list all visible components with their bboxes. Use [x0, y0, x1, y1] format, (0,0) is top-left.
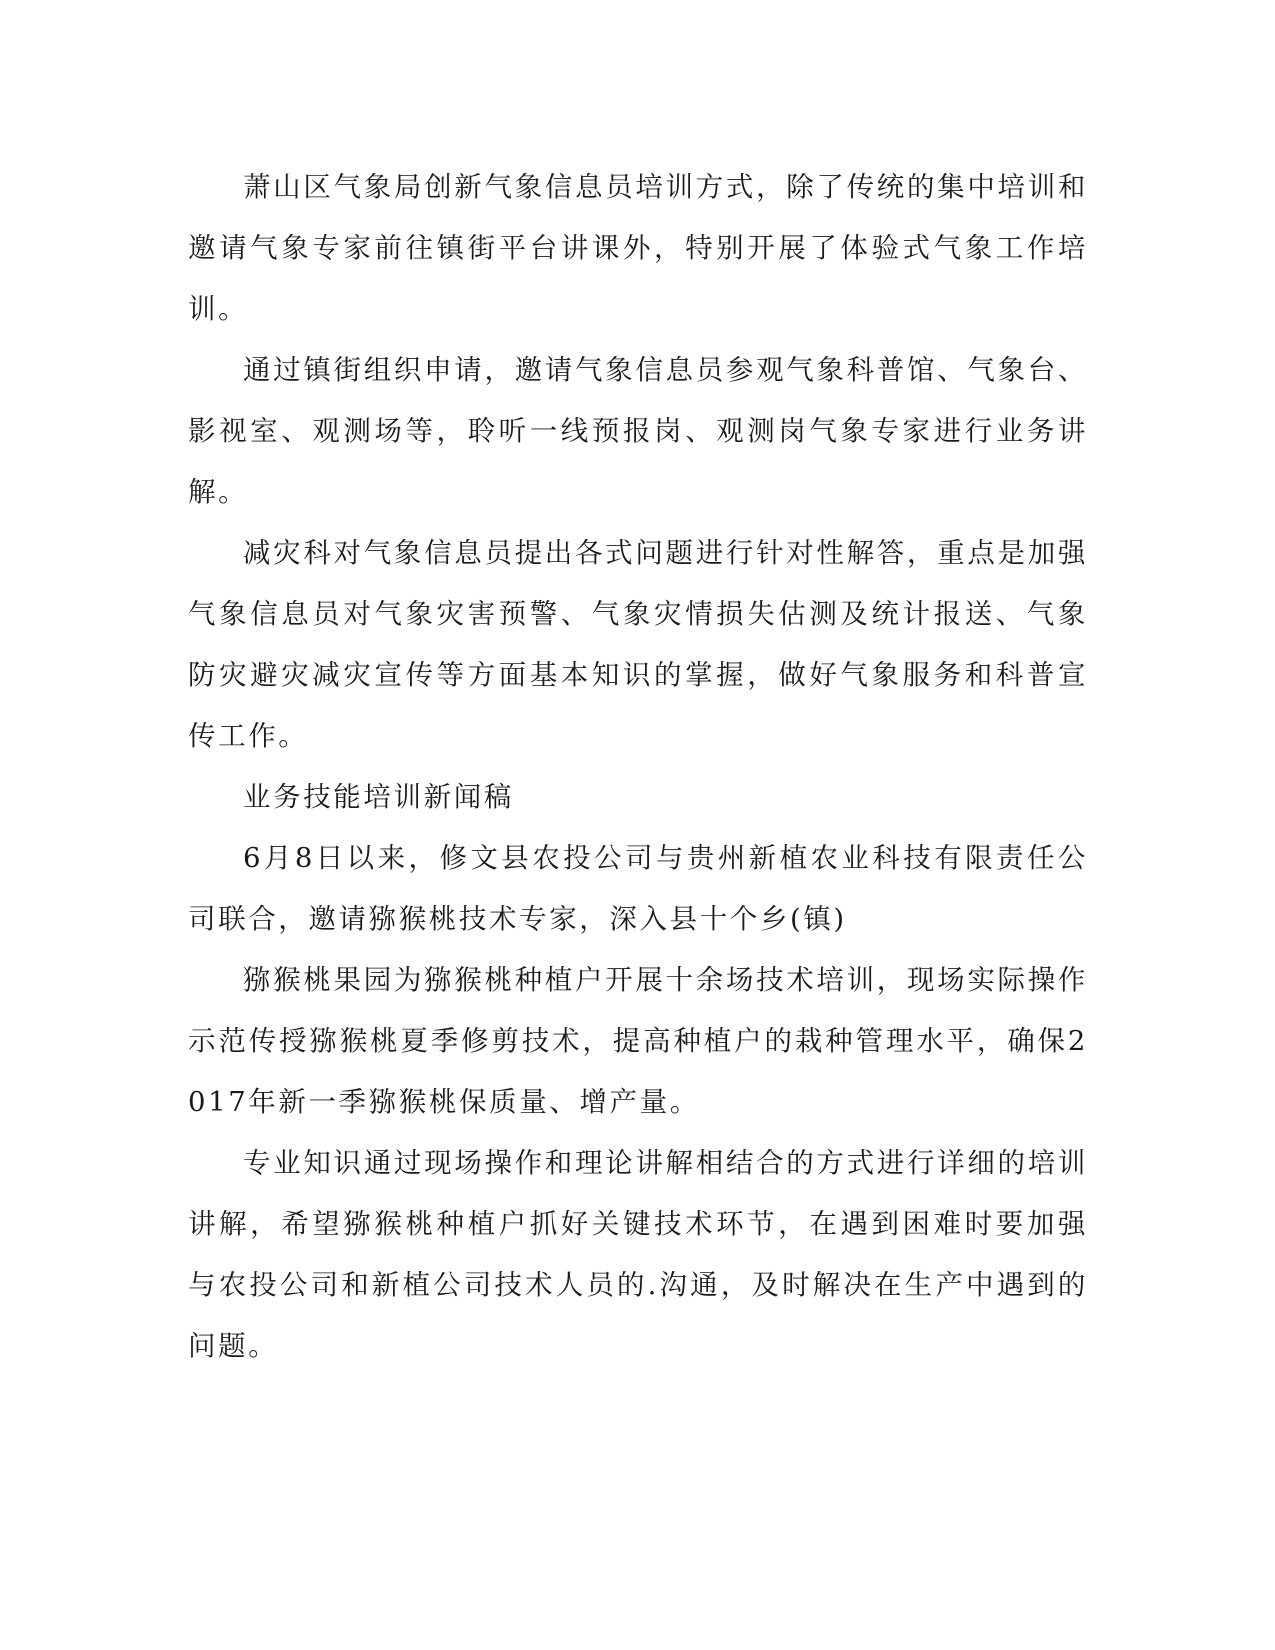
section-heading: 业务技能培训新闻稿	[243, 781, 514, 813]
paragraph-2: 通过镇街组织申请，邀请气象信息员参观气象科普馆、气象台、影视室、观测场等，聆听一线预报岗、观测岗气象专家进行业务讲解。	[188, 354, 1088, 508]
paragraph-6: 专业知识通过现场操作和理论讲解相结合的方式进行详细的培训讲解，希望猕猴桃种植户抓好关键技术环节，在遇到困难时要加强与农投公司和新植公司技术人员的.沟通，及时解决在生产中遇到的问题。	[188, 1147, 1088, 1362]
document-body	[188, 157, 1088, 1377]
paragraph-3: 减灾科对气象信息员提出各式问题进行针对性解答，重点是加强气象信息员对气象灾害预警、气象灾情损失估测及统计报送、气象防灾避灾减灾宣传等方面基本知识的掌握，做好气象服务和科普宣传工作。	[188, 537, 1088, 752]
paragraph-5: 猕猴桃果园为猕猴桃种植户开展十余场技术培训，现场实际操作示范传授猕猴桃夏季修剪技术，提高种植户的栽种管理水平，确保2017年新一季猕猴桃保质量、增产量。	[188, 964, 1088, 1118]
paragraph-4: 6月8日以来，修文县农投公司与贵州新植农业科技有限责任公司联合，邀请猕猴桃技术专家，深入县十个乡(镇)	[188, 842, 1088, 935]
paragraph-1: 萧山区气象局创新气象信息员培训方式，除了传统的集中培训和邀请气象专家前往镇街平台讲课外，特别开展了体验式气象工作培训。	[188, 171, 1088, 325]
